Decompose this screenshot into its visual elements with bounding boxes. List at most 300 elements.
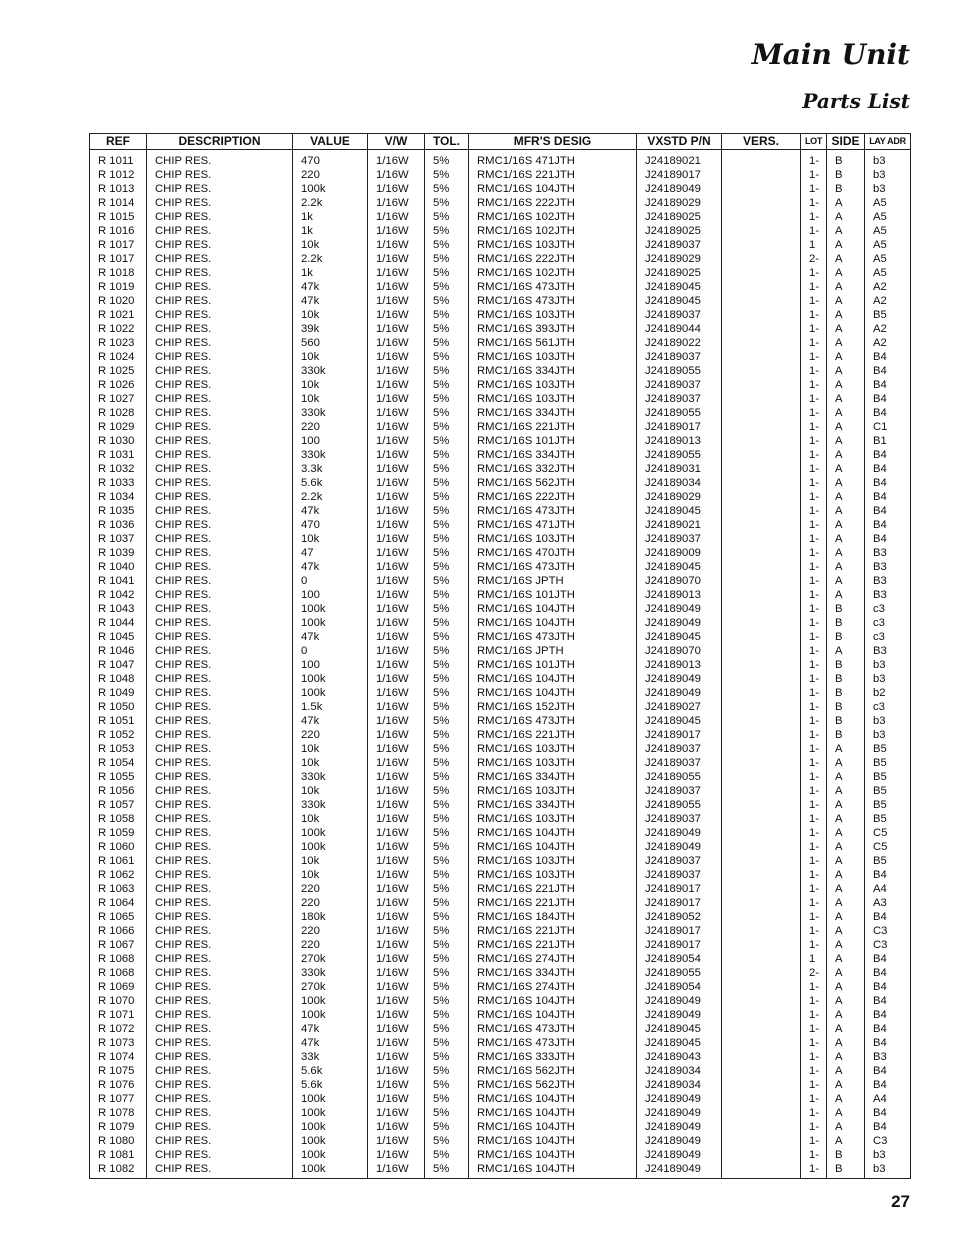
cell-side: A	[827, 406, 865, 420]
cell-side: A	[827, 770, 865, 784]
cell-mfrs-desig: RMC1/16S 104JTH	[469, 1134, 637, 1148]
cell-lot: 1-	[801, 602, 827, 616]
cell-vers	[722, 518, 801, 532]
cell-value: 100k	[293, 1092, 368, 1106]
cell-lot: 1-	[801, 700, 827, 714]
table-row	[90, 224, 911, 238]
cell-vers	[722, 336, 801, 350]
cell-side: A	[827, 518, 865, 532]
cell-lay-adr: B4	[865, 532, 911, 546]
cell-value: 33k	[293, 1050, 368, 1064]
cell-vw: 1/16W	[368, 1162, 425, 1179]
cell-description: CHIP RES.	[147, 150, 293, 169]
cell-description: CHIP RES.	[147, 378, 293, 392]
cell-vers	[722, 406, 801, 420]
cell-vxstd-pn: J24189055	[637, 364, 722, 378]
cell-mfrs-desig: RMC1/16S JPTH	[469, 574, 637, 588]
cell-side: A	[827, 280, 865, 294]
cell-mfrs-desig: RMC1/16S 473JTH	[469, 294, 637, 308]
cell-lay-adr: A5	[865, 238, 911, 252]
cell-lot: 1-	[801, 434, 827, 448]
cell-ref: R 1045	[90, 630, 147, 644]
cell-lay-adr: c3	[865, 700, 911, 714]
cell-description: CHIP RES.	[147, 504, 293, 518]
cell-side: B	[827, 1148, 865, 1162]
cell-value: 1k	[293, 210, 368, 224]
cell-side: A	[827, 210, 865, 224]
cell-ref: R 1047	[90, 658, 147, 672]
cell-mfrs-desig: RMC1/16S 221JTH	[469, 728, 637, 742]
cell-vxstd-pn: J24189013	[637, 434, 722, 448]
cell-description: CHIP RES.	[147, 1162, 293, 1179]
table-row	[90, 490, 911, 504]
cell-description: CHIP RES.	[147, 588, 293, 602]
cell-tol: 5%	[425, 392, 469, 406]
cell-mfrs-desig: RMC1/16S 393JTH	[469, 322, 637, 336]
cell-mfrs-desig: RMC1/16S 222JTH	[469, 252, 637, 266]
cell-vers	[722, 1050, 801, 1064]
cell-description: CHIP RES.	[147, 672, 293, 686]
cell-vw: 1/16W	[368, 910, 425, 924]
table-row	[90, 1106, 911, 1120]
cell-vxstd-pn: J24189013	[637, 658, 722, 672]
cell-ref: R 1050	[90, 700, 147, 714]
cell-description: CHIP RES.	[147, 798, 293, 812]
cell-lay-adr: b3	[865, 658, 911, 672]
cell-lot: 1-	[801, 546, 827, 560]
cell-ref: R 1080	[90, 1134, 147, 1148]
cell-lay-adr: A5	[865, 266, 911, 280]
cell-vers	[722, 364, 801, 378]
cell-vers	[722, 700, 801, 714]
cell-mfrs-desig: RMC1/16S 104JTH	[469, 182, 637, 196]
cell-lot: 1-	[801, 1106, 827, 1120]
cell-side: A	[827, 336, 865, 350]
cell-vxstd-pn: J24189017	[637, 924, 722, 938]
cell-vers	[722, 322, 801, 336]
cell-value: 10k	[293, 238, 368, 252]
cell-vw: 1/16W	[368, 476, 425, 490]
cell-lot: 1-	[801, 322, 827, 336]
cell-ref: R 1079	[90, 1120, 147, 1134]
cell-lay-adr: B5	[865, 784, 911, 798]
cell-vers	[722, 742, 801, 756]
cell-lay-adr: A2	[865, 280, 911, 294]
cell-lay-adr: B4	[865, 868, 911, 882]
cell-ref: R 1012	[90, 168, 147, 182]
cell-vw: 1/16W	[368, 1050, 425, 1064]
cell-tol: 5%	[425, 168, 469, 182]
table-row	[90, 616, 911, 630]
cell-lay-adr: B4	[865, 504, 911, 518]
cell-ref: R 1033	[90, 476, 147, 490]
cell-vw: 1/16W	[368, 378, 425, 392]
cell-mfrs-desig: RMC1/16S 103JTH	[469, 238, 637, 252]
cell-mfrs-desig: RMC1/16S 473JTH	[469, 630, 637, 644]
cell-side: A	[827, 812, 865, 826]
cell-description: CHIP RES.	[147, 238, 293, 252]
cell-tol: 5%	[425, 728, 469, 742]
cell-lay-adr: B5	[865, 854, 911, 868]
cell-vers	[722, 420, 801, 434]
cell-lay-adr: B4	[865, 1008, 911, 1022]
cell-side: A	[827, 350, 865, 364]
cell-description: CHIP RES.	[147, 882, 293, 896]
table-row	[90, 798, 911, 812]
cell-vers	[722, 574, 801, 588]
cell-description: CHIP RES.	[147, 168, 293, 182]
cell-lay-adr: b3	[865, 1162, 911, 1179]
cell-mfrs-desig: RMC1/16S 473JTH	[469, 280, 637, 294]
cell-lot: 1-	[801, 812, 827, 826]
cell-vw: 1/16W	[368, 672, 425, 686]
cell-description: CHIP RES.	[147, 826, 293, 840]
table-row	[90, 574, 911, 588]
cell-description: CHIP RES.	[147, 350, 293, 364]
cell-ref: R 1043	[90, 602, 147, 616]
cell-lot: 1-	[801, 1008, 827, 1022]
cell-mfrs-desig: RMC1/16S 152JTH	[469, 700, 637, 714]
cell-vxstd-pn: J24189044	[637, 322, 722, 336]
cell-vxstd-pn: J24189025	[637, 266, 722, 280]
cell-value: 270k	[293, 952, 368, 966]
cell-vw: 1/16W	[368, 490, 425, 504]
table-row	[90, 784, 911, 798]
cell-vw: 1/16W	[368, 280, 425, 294]
table-row	[90, 896, 911, 910]
cell-vw: 1/16W	[368, 658, 425, 672]
cell-value: 100	[293, 588, 368, 602]
page-title: Main Unit	[751, 38, 910, 71]
cell-lot: 1-	[801, 840, 827, 854]
cell-vers	[722, 686, 801, 700]
cell-lot: 1-	[801, 588, 827, 602]
cell-tol: 5%	[425, 616, 469, 630]
cell-lay-adr: B4	[865, 490, 911, 504]
cell-vers	[722, 490, 801, 504]
cell-ref: R 1015	[90, 210, 147, 224]
cell-tol: 5%	[425, 896, 469, 910]
cell-mfrs-desig: RMC1/16S 332JTH	[469, 462, 637, 476]
cell-vw: 1/16W	[368, 714, 425, 728]
page-subtitle: Parts List	[802, 89, 910, 113]
cell-lay-adr: b3	[865, 714, 911, 728]
cell-description: CHIP RES.	[147, 728, 293, 742]
cell-vxstd-pn: J24189049	[637, 994, 722, 1008]
cell-tol: 5%	[425, 406, 469, 420]
cell-value: 470	[293, 150, 368, 169]
cell-lay-adr: B5	[865, 756, 911, 770]
cell-side: A	[827, 742, 865, 756]
cell-lot: 1-	[801, 182, 827, 196]
cell-value: 47	[293, 546, 368, 560]
cell-ref: R 1017	[90, 238, 147, 252]
cell-vers	[722, 1078, 801, 1092]
cell-value: 47k	[293, 560, 368, 574]
cell-ref: R 1078	[90, 1106, 147, 1120]
cell-vers	[722, 1064, 801, 1078]
table-row	[90, 728, 911, 742]
cell-vers	[722, 1162, 801, 1179]
cell-description: CHIP RES.	[147, 1120, 293, 1134]
cell-lot: 1-	[801, 560, 827, 574]
cell-ref: R 1024	[90, 350, 147, 364]
cell-mfrs-desig: RMC1/16S 334JTH	[469, 798, 637, 812]
cell-ref: R 1077	[90, 1092, 147, 1106]
cell-vxstd-pn: J24189049	[637, 1092, 722, 1106]
cell-vw: 1/16W	[368, 854, 425, 868]
cell-value: 330k	[293, 770, 368, 784]
cell-ref: R 1035	[90, 504, 147, 518]
cell-lay-adr: B4	[865, 994, 911, 1008]
cell-side: A	[827, 952, 865, 966]
cell-value: 100k	[293, 826, 368, 840]
cell-mfrs-desig: RMC1/16S 473JTH	[469, 1036, 637, 1050]
cell-tol: 5%	[425, 938, 469, 952]
cell-lay-adr: C3	[865, 1134, 911, 1148]
cell-value: 1k	[293, 266, 368, 280]
cell-side: A	[827, 294, 865, 308]
cell-description: CHIP RES.	[147, 308, 293, 322]
cell-ref: R 1061	[90, 854, 147, 868]
cell-mfrs-desig: RMC1/16S 562JTH	[469, 476, 637, 490]
cell-ref: R 1021	[90, 308, 147, 322]
cell-vw: 1/16W	[368, 1134, 425, 1148]
cell-value: 220	[293, 924, 368, 938]
cell-tol: 5%	[425, 150, 469, 169]
cell-vw: 1/16W	[368, 784, 425, 798]
cell-value: 220	[293, 938, 368, 952]
cell-tol: 5%	[425, 1148, 469, 1162]
cell-mfrs-desig: RMC1/16S 104JTH	[469, 616, 637, 630]
cell-description: CHIP RES.	[147, 1022, 293, 1036]
cell-lay-adr: c3	[865, 602, 911, 616]
cell-description: CHIP RES.	[147, 910, 293, 924]
cell-side: A	[827, 574, 865, 588]
cell-lot: 1-	[801, 938, 827, 952]
cell-tol: 5%	[425, 700, 469, 714]
cell-vers	[722, 644, 801, 658]
cell-mfrs-desig: RMC1/16S 104JTH	[469, 1092, 637, 1106]
cell-vxstd-pn: J24189037	[637, 854, 722, 868]
cell-ref: R 1066	[90, 924, 147, 938]
cell-vers	[722, 672, 801, 686]
cell-side: A	[827, 966, 865, 980]
cell-vw: 1/16W	[368, 980, 425, 994]
cell-side: B	[827, 686, 865, 700]
cell-vxstd-pn: J24189049	[637, 1008, 722, 1022]
table-row	[90, 644, 911, 658]
cell-lot: 1-	[801, 490, 827, 504]
cell-description: CHIP RES.	[147, 280, 293, 294]
cell-value: 100k	[293, 672, 368, 686]
cell-value: 100k	[293, 994, 368, 1008]
cell-vw: 1/16W	[368, 742, 425, 756]
cell-lot: 1-	[801, 882, 827, 896]
cell-vxstd-pn: J24189055	[637, 406, 722, 420]
cell-ref: R 1073	[90, 1036, 147, 1050]
cell-lot: 1-	[801, 1036, 827, 1050]
table-row	[90, 588, 911, 602]
cell-ref: R 1027	[90, 392, 147, 406]
cell-lay-adr: C5	[865, 826, 911, 840]
cell-side: A	[827, 322, 865, 336]
cell-ref: R 1072	[90, 1022, 147, 1036]
cell-vxstd-pn: J24189037	[637, 392, 722, 406]
cell-ref: R 1019	[90, 280, 147, 294]
cell-vw: 1/16W	[368, 322, 425, 336]
cell-tol: 5%	[425, 448, 469, 462]
cell-ref: R 1068	[90, 966, 147, 980]
cell-tol: 5%	[425, 1036, 469, 1050]
cell-ref: R 1081	[90, 1148, 147, 1162]
cell-ref: R 1034	[90, 490, 147, 504]
cell-mfrs-desig: RMC1/16S 334JTH	[469, 448, 637, 462]
cell-vers	[722, 854, 801, 868]
cell-lay-adr: B4	[865, 966, 911, 980]
table-row	[90, 532, 911, 546]
cell-vers	[722, 448, 801, 462]
cell-vxstd-pn: J24189037	[637, 756, 722, 770]
cell-tol: 5%	[425, 882, 469, 896]
cell-vw: 1/16W	[368, 518, 425, 532]
cell-lay-adr: b3	[865, 150, 911, 169]
cell-vers	[722, 966, 801, 980]
cell-lot: 1-	[801, 308, 827, 322]
cell-vxstd-pn: J24189034	[637, 1064, 722, 1078]
cell-mfrs-desig: RMC1/16S 104JTH	[469, 1120, 637, 1134]
cell-value: 47k	[293, 630, 368, 644]
cell-mfrs-desig: RMC1/16S 562JTH	[469, 1078, 637, 1092]
cell-description: CHIP RES.	[147, 1064, 293, 1078]
table-row	[90, 238, 911, 252]
cell-value: 10k	[293, 308, 368, 322]
cell-ref: R 1074	[90, 1050, 147, 1064]
cell-vxstd-pn: J24189049	[637, 1162, 722, 1179]
cell-lot: 1-	[801, 1092, 827, 1106]
cell-vers	[722, 1092, 801, 1106]
cell-side: B	[827, 700, 865, 714]
cell-tol: 5%	[425, 952, 469, 966]
cell-vxstd-pn: J24189054	[637, 980, 722, 994]
cell-side: A	[827, 588, 865, 602]
cell-ref: R 1028	[90, 406, 147, 420]
cell-side: A	[827, 784, 865, 798]
cell-tol: 5%	[425, 1064, 469, 1078]
cell-vw: 1/16W	[368, 448, 425, 462]
cell-side: A	[827, 1134, 865, 1148]
cell-description: CHIP RES.	[147, 420, 293, 434]
cell-vers	[722, 1022, 801, 1036]
table-row	[90, 518, 911, 532]
cell-lay-adr: c3	[865, 630, 911, 644]
cell-lot: 1-	[801, 784, 827, 798]
cell-tol: 5%	[425, 350, 469, 364]
table-row	[90, 658, 911, 672]
table-row	[90, 1092, 911, 1106]
cell-vers	[722, 196, 801, 210]
cell-side: B	[827, 658, 865, 672]
cell-value: 2.2k	[293, 252, 368, 266]
cell-description: CHIP RES.	[147, 994, 293, 1008]
cell-vxstd-pn: J24189055	[637, 770, 722, 784]
cell-mfrs-desig: RMC1/16S 333JTH	[469, 1050, 637, 1064]
cell-lot: 1-	[801, 518, 827, 532]
cell-lot: 1-	[801, 994, 827, 1008]
cell-vxstd-pn: J24189037	[637, 308, 722, 322]
cell-vw: 1/16W	[368, 994, 425, 1008]
cell-lay-adr: b3	[865, 182, 911, 196]
cell-vxstd-pn: J24189009	[637, 546, 722, 560]
cell-ref: R 1011	[90, 150, 147, 169]
cell-vxstd-pn: J24189029	[637, 252, 722, 266]
cell-vers	[722, 994, 801, 1008]
cell-description: CHIP RES.	[147, 490, 293, 504]
cell-vxstd-pn: J24189029	[637, 490, 722, 504]
cell-side: A	[827, 882, 865, 896]
cell-mfrs-desig: RMC1/16S 334JTH	[469, 364, 637, 378]
cell-vxstd-pn: J24189034	[637, 1078, 722, 1092]
cell-vers	[722, 560, 801, 574]
cell-lay-adr: B4	[865, 462, 911, 476]
cell-ref: R 1039	[90, 546, 147, 560]
cell-vxstd-pn: J24189049	[637, 182, 722, 196]
cell-lay-adr: b3	[865, 1148, 911, 1162]
cell-mfrs-desig: RMC1/16S JPTH	[469, 644, 637, 658]
cell-lay-adr: B4	[865, 980, 911, 994]
cell-side: A	[827, 1106, 865, 1120]
cell-vxstd-pn: J24189052	[637, 910, 722, 924]
cell-vw: 1/16W	[368, 266, 425, 280]
cell-description: CHIP RES.	[147, 294, 293, 308]
cell-side: A	[827, 364, 865, 378]
cell-vxstd-pn: J24189025	[637, 210, 722, 224]
cell-value: 10k	[293, 784, 368, 798]
cell-description: CHIP RES.	[147, 434, 293, 448]
cell-lot: 1-	[801, 1078, 827, 1092]
cell-mfrs-desig: RMC1/16S 562JTH	[469, 1064, 637, 1078]
cell-vxstd-pn: J24189049	[637, 1134, 722, 1148]
cell-ref: R 1030	[90, 434, 147, 448]
cell-mfrs-desig: RMC1/16S 104JTH	[469, 1008, 637, 1022]
cell-vxstd-pn: J24189027	[637, 700, 722, 714]
cell-mfrs-desig: RMC1/16S 104JTH	[469, 602, 637, 616]
cell-value: 100k	[293, 1162, 368, 1179]
cell-vxstd-pn: J24189037	[637, 350, 722, 364]
cell-lay-adr: B4	[865, 406, 911, 420]
cell-lay-adr: B1	[865, 434, 911, 448]
cell-vw: 1/16W	[368, 1036, 425, 1050]
cell-lay-adr: b3	[865, 672, 911, 686]
cell-vers	[722, 1008, 801, 1022]
cell-description: CHIP RES.	[147, 462, 293, 476]
cell-mfrs-desig: RMC1/16S 334JTH	[469, 966, 637, 980]
cell-value: 220	[293, 420, 368, 434]
cell-description: CHIP RES.	[147, 980, 293, 994]
cell-mfrs-desig: RMC1/16S 103JTH	[469, 784, 637, 798]
cell-vw: 1/16W	[368, 1064, 425, 1078]
cell-vw: 1/16W	[368, 392, 425, 406]
cell-side: A	[827, 1050, 865, 1064]
cell-mfrs-desig: RMC1/16S 104JTH	[469, 672, 637, 686]
cell-vw: 1/16W	[368, 574, 425, 588]
cell-ref: R 1075	[90, 1064, 147, 1078]
cell-description: CHIP RES.	[147, 1148, 293, 1162]
cell-lot: 1-	[801, 1022, 827, 1036]
cell-vw: 1/16W	[368, 532, 425, 546]
cell-description: CHIP RES.	[147, 336, 293, 350]
cell-lot: 1-	[801, 714, 827, 728]
